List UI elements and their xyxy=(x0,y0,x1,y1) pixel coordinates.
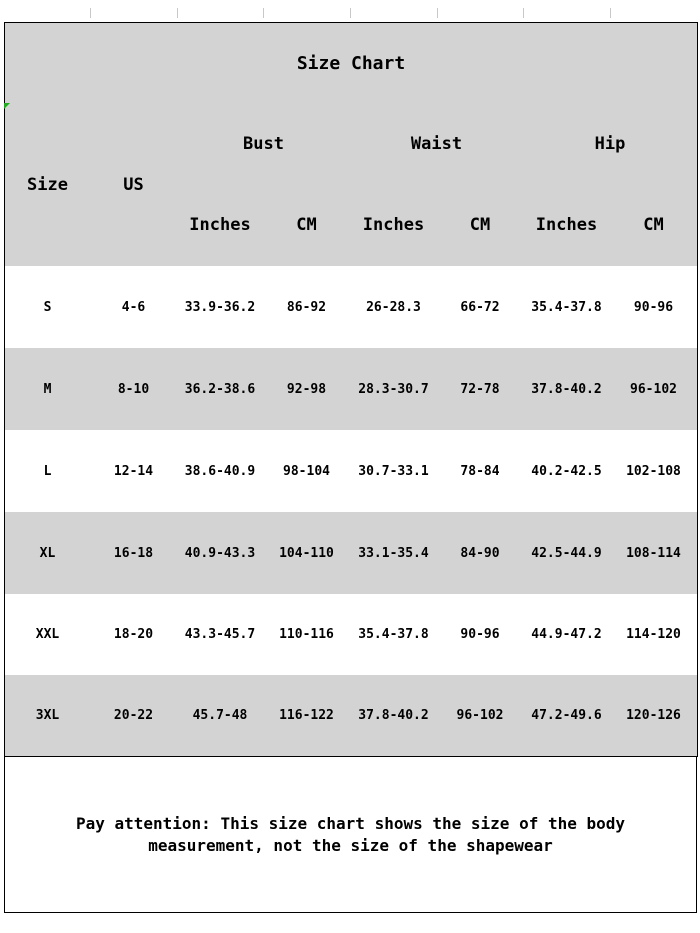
ruler-tick xyxy=(90,8,91,18)
subheader-waist-cm: CM xyxy=(437,184,524,267)
header-bust: Bust xyxy=(177,103,351,185)
table-cell-hip-in: 37.8-40.2 xyxy=(523,348,611,431)
table-cell-bust-in: 33.9-36.2 xyxy=(177,266,264,349)
ruler-tick xyxy=(263,8,264,18)
table-cell-bust-cm: 86-92 xyxy=(263,266,351,349)
table-cell-size: 3XL xyxy=(4,675,91,757)
note-line-1: Pay attention: This size chart shows the size of the body xyxy=(75,813,626,833)
cell-marker-icon xyxy=(4,103,10,109)
size-note xyxy=(4,756,697,913)
table-cell-us: 4-6 xyxy=(90,266,178,349)
table-cell-hip-in: 35.4-37.8 xyxy=(523,266,611,349)
subheader-bust-inches: Inches xyxy=(177,184,264,267)
table-cell-hip-in: 47.2-49.6 xyxy=(523,675,611,757)
table-cell-bust-in: 43.3-45.7 xyxy=(177,594,264,676)
table-cell-waist-cm: 78-84 xyxy=(437,430,524,513)
table-cell-size: XL xyxy=(4,512,91,595)
table-cell-waist-cm: 72-78 xyxy=(437,348,524,431)
table-cell-hip-cm: 120-126 xyxy=(610,675,698,757)
table-cell-bust-in: 45.7-48 xyxy=(177,675,264,757)
ruler-tick xyxy=(437,8,438,18)
table-cell-waist-in: 26-28.3 xyxy=(350,266,438,349)
header-size: Size xyxy=(4,103,91,267)
table-cell-hip-cm: 108-114 xyxy=(610,512,698,595)
note-line-2: measurement, not the size of the shapewear xyxy=(148,835,553,855)
table-cell-waist-in: 30.7-33.1 xyxy=(350,430,438,513)
ruler-tick xyxy=(350,8,351,18)
header-hip: Hip xyxy=(523,103,698,185)
table-cell-us: 16-18 xyxy=(90,512,178,595)
table-cell-bust-cm: 98-104 xyxy=(263,430,351,513)
table-cell-bust-cm: 110-116 xyxy=(263,594,351,676)
header-waist: Waist xyxy=(350,103,524,185)
table-cell-bust-in: 40.9-43.3 xyxy=(177,512,264,595)
subheader-waist-inches: Inches xyxy=(350,184,438,267)
ruler-tick xyxy=(177,8,178,18)
table-cell-hip-in: 44.9-47.2 xyxy=(523,594,611,676)
table-cell-hip-in: 40.2-42.5 xyxy=(523,430,611,513)
table-cell-size: L xyxy=(4,430,91,513)
table-cell-waist-in: 35.4-37.8 xyxy=(350,594,438,676)
table-cell-waist-in: 28.3-30.7 xyxy=(350,348,438,431)
column-ruler xyxy=(0,0,700,20)
subheader-hip-inches: Inches xyxy=(523,184,611,267)
table-cell-bust-cm: 104-110 xyxy=(263,512,351,595)
table-cell-waist-in: 37.8-40.2 xyxy=(350,675,438,757)
table-cell-bust-cm: 92-98 xyxy=(263,348,351,431)
table-cell-us: 18-20 xyxy=(90,594,178,676)
table-cell-size: S xyxy=(4,266,91,349)
table-cell-bust-in: 36.2-38.6 xyxy=(177,348,264,431)
table-cell-us: 8-10 xyxy=(90,348,178,431)
table-cell-us: 12-14 xyxy=(90,430,178,513)
table-cell-hip-cm: 114-120 xyxy=(610,594,698,676)
header-us: US xyxy=(90,103,178,267)
table-cell-bust-cm: 116-122 xyxy=(263,675,351,757)
table-cell-size: XXL xyxy=(4,594,91,676)
chart-title: Size Chart xyxy=(4,22,698,104)
table-cell-hip-cm: 90-96 xyxy=(610,266,698,349)
table-cell-waist-cm: 90-96 xyxy=(437,594,524,676)
table-cell-hip-in: 42.5-44.9 xyxy=(523,512,611,595)
table-cell-waist-cm: 84-90 xyxy=(437,512,524,595)
table-cell-us: 20-22 xyxy=(90,675,178,757)
subheader-bust-cm: CM xyxy=(263,184,351,267)
ruler-tick xyxy=(523,8,524,18)
subheader-hip-cm: CM xyxy=(610,184,698,267)
table-cell-size: M xyxy=(4,348,91,431)
table-cell-hip-cm: 96-102 xyxy=(610,348,698,431)
table-cell-hip-cm: 102-108 xyxy=(610,430,698,513)
table-cell-waist-cm: 96-102 xyxy=(437,675,524,757)
table-cell-bust-in: 38.6-40.9 xyxy=(177,430,264,513)
ruler-tick xyxy=(610,8,611,18)
table-cell-waist-cm: 66-72 xyxy=(437,266,524,349)
table-cell-waist-in: 33.1-35.4 xyxy=(350,512,438,595)
